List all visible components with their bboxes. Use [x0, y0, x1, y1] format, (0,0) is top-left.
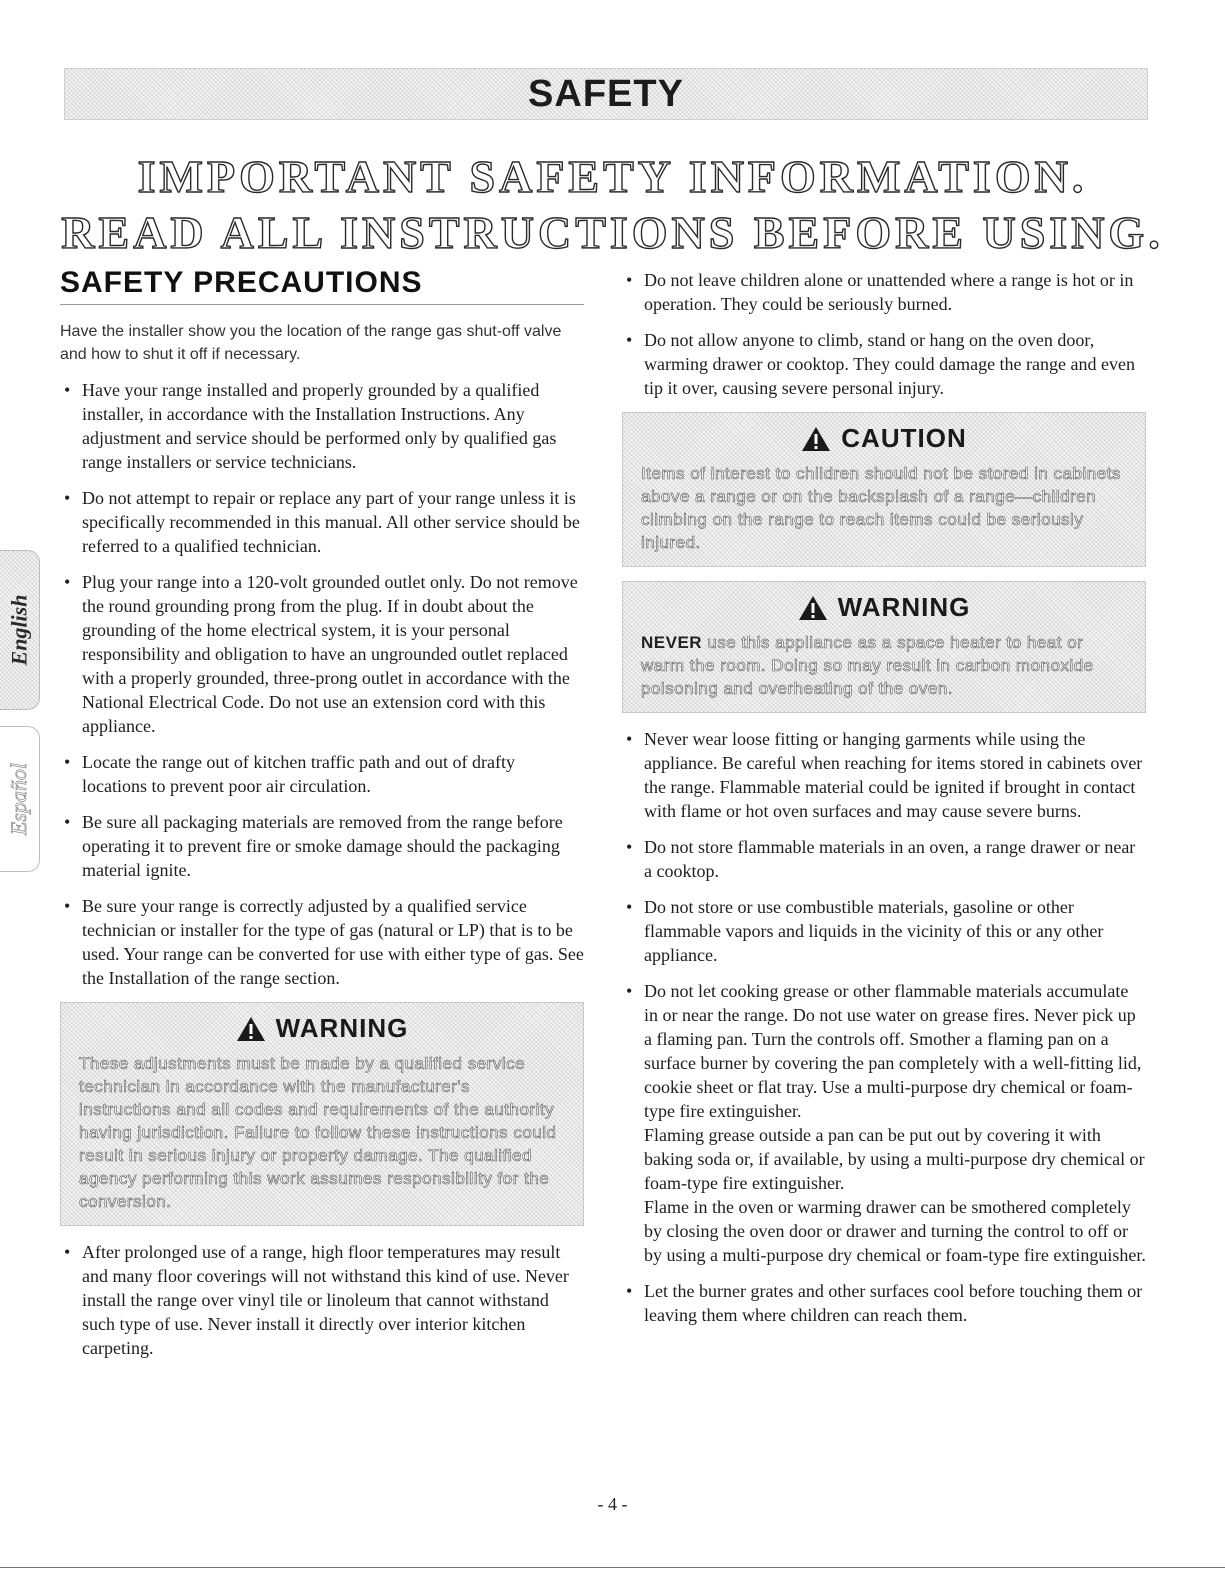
read-instructions-heading: READ ALL INSTRUCTIONS BEFORE USING. [61, 207, 1164, 258]
warning-header [641, 592, 1127, 623]
list-item: • Do not allow anyone to climb, stand or hang on the oven door, warming drawer or cooktop. They could damage the range and even tip it over, causing severe personal injury. [626, 330, 1135, 398]
list-item: • Be sure all packaging materials are removed from the range before operating it to prevent fire or smoke damage should the packaging material ignite. [64, 812, 563, 880]
list-item: • Let the burner grates and other surfaces cool before touching them or leaving them where children can reach them. [626, 1281, 1143, 1325]
right-bullets-a [622, 268, 1146, 400]
list-item: • Do not attempt to repair or replace any part of your range unless it is specifically recommended in this manual. All other service should be referred to a qualified technician. [64, 488, 580, 556]
language-tab-espanol [0, 726, 40, 872]
bottom-rule [0, 1567, 1225, 1568]
caution-box [622, 412, 1146, 567]
warning-label: WARNING [837, 592, 971, 622]
page-number: - 4 - [597, 1494, 628, 1514]
warning-header [79, 1013, 565, 1044]
list-item: • Do not leave children alone or unattended where a range is hot or in operation. They could be seriously burned. [626, 270, 1134, 314]
banner-title: SAFETY [528, 72, 684, 115]
safety-banner [64, 68, 1148, 120]
caution-body: Items of interest to children should not be stored in cabinets above a range or on the backsplash of a range—children climbing on the range to reach items could be seriously injured. [641, 464, 1121, 552]
warning-body [641, 631, 1127, 700]
warning-box-left [60, 1002, 584, 1226]
warning-box-right [622, 581, 1146, 713]
list-item: • Be sure your range is correctly adjusted by a qualified service technician or installer for the type of gas (natural or LP) that is to be used. Your range can be converted for use with either type of gas. See the Installation of the range section. [64, 896, 584, 988]
list-item: • Do not let cooking grease or other flammable materials accumulate in or near the range. Do not use water on grease fires. Never pick up a flaming pan. Turn the controls off. Smother a flaming pan on a surface burner by covering the pan completely with a well-fitting lid, cookie sheet or flat tray. Use a multi-purpose dry chemical or foam-type fire extinguisher. Flaming grease outside a pan can be put out by covering it with baking soda or, if available, by using a multi-purpose dry chemical or foam-type fire extinguisher. Flame in the oven or warming drawer can be smothered completely by closing the oven door or drawer and turning the control to off or by using a multi-purpose dry chemical or foam-type fire extinguisher. [626, 981, 1146, 1265]
warning-triangle-icon [798, 595, 828, 621]
warning-triangle-icon [801, 426, 831, 452]
warning-body: These adjustments must be made by a qualified service technician in accordance with the manufacturer's instructions and all codes and requirements of the authority having jurisdiction. Failure to follow these instructions could result in serious injury or property damage. The qualified agency performing this work assumes responsibility for the conversion. [79, 1054, 557, 1211]
caution-label: CAUTION [841, 423, 967, 453]
language-tab-english [0, 550, 40, 710]
right-column [622, 268, 1146, 1339]
warning-body-text: use this appliance as a space heater to heat or warm the room. Doing so may result in carbon monoxide poisoning and overheating of the oven. [641, 633, 1094, 698]
intro-text: Have the installer show you the location of the range gas shut-off valve and how to shut it off if necessary. [60, 323, 562, 363]
important-safety-heading: IMPORTANT SAFETY INFORMATION. [137, 151, 1088, 202]
section-title: SAFETY PRECAUTIONS [60, 266, 584, 305]
caution-header [641, 423, 1127, 454]
left-column [60, 320, 584, 1372]
list-item: • After prolonged use of a range, high floor temperatures may result and many floor coverings will not withstand this kind of use. Never install the range over vinyl tile or linoleum that cannot withstand such type of use. Never install it directly over interior kitchen carpeting. [64, 1242, 569, 1358]
warning-label: WARNING [275, 1013, 409, 1043]
list-item: • Never wear loose fitting or hanging garments while using the appliance. Be careful when reaching for items stored in cabinets over the range. Flammable material could be ignited if brought in contact with flame or hot oven surfaces and may cause severe burns. [626, 729, 1143, 821]
left-bullets-b [60, 1240, 584, 1360]
language-tab-espanol-label: Español [6, 762, 32, 836]
list-item: • Plug your range into a 120-volt grounded outlet only. Do not remove the round grounding prong from the plug. If in doubt about the grounding of the home electrical system, it is your personal responsibility and obligation to have an ungrounded outlet replaced with a properly grounded, three-prong outlet in accordance with the National Electrical Code. Do not use an extension cord with this appliance. [64, 572, 578, 736]
list-item: • Have your range installed and properly grounded by a qualified installer, in accordance with the Installation Instructions. Any adjustment and service should be performed only by qualified gas range installers or service technicians. [64, 380, 557, 472]
language-tab-english-label: English [6, 594, 32, 666]
left-bullets-a [60, 378, 584, 990]
never-lead: NEVER [641, 633, 703, 652]
right-bullets-b [622, 727, 1146, 1327]
list-item: • Locate the range out of kitchen traffic path and out of drafty locations to prevent poor air circulation. [64, 752, 515, 796]
list-item: • Do not store or use combustible materials, gasoline or other flammable vapors and liquids in the vicinity of this or any other appliance. [626, 897, 1104, 965]
list-item: • Do not store flammable materials in an oven, a range drawer or near a cooktop. [626, 837, 1136, 881]
warning-triangle-icon [236, 1016, 266, 1042]
